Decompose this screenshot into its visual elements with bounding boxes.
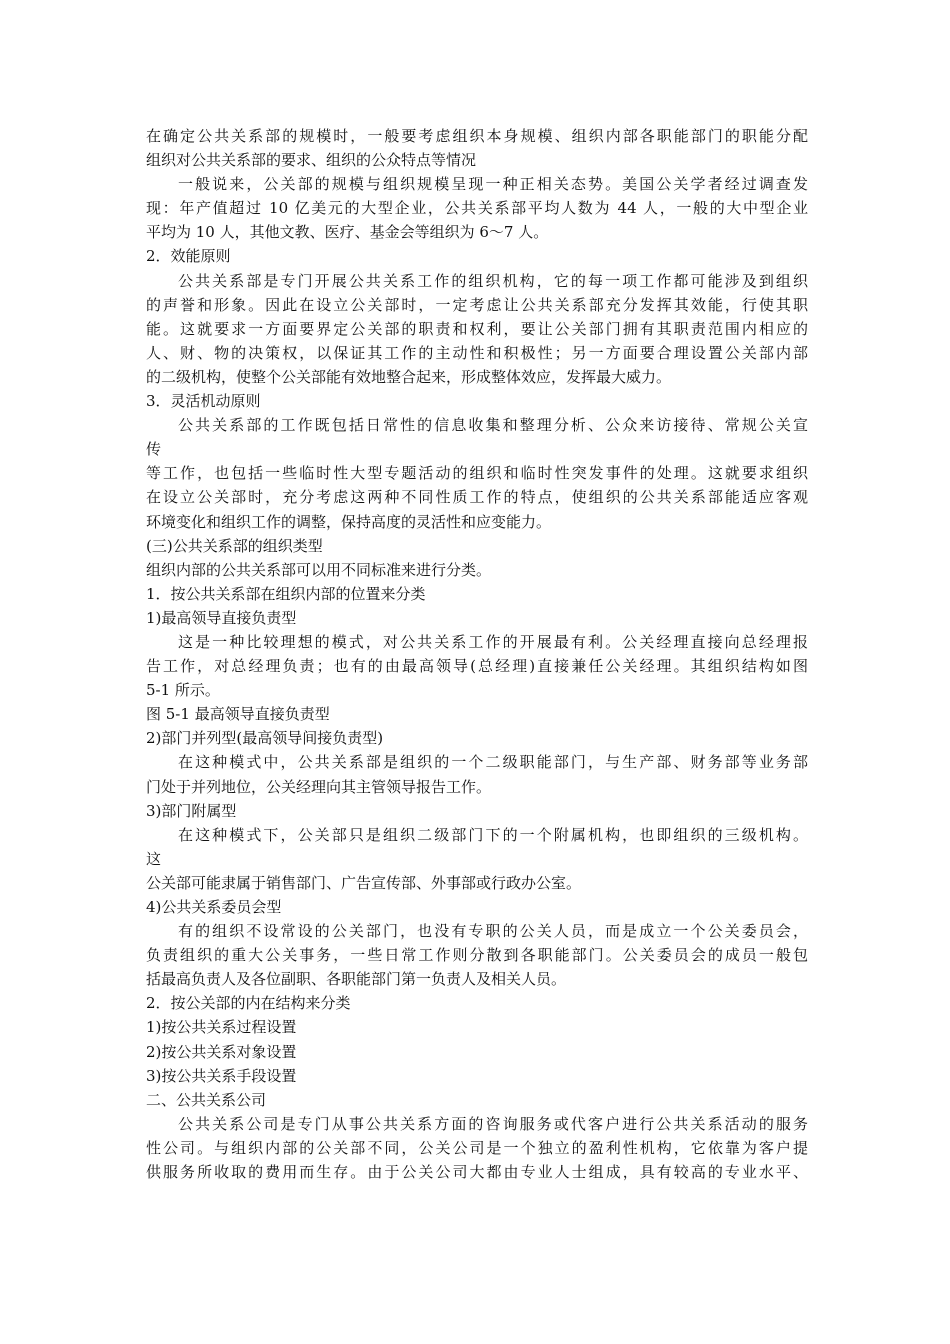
text-line: 告工作，对总经理负责；也有的由最高领导(总经理)直接兼任公关经理。其组织结构如图 — [146, 657, 808, 676]
text-line: 5-1 所示。 — [146, 681, 220, 700]
text-line: 组织内部的公共关系部可以用不同标准来进行分类。 — [146, 560, 492, 579]
document-body — [146, 124, 808, 1184]
section-heading: 2．效能原则 — [146, 247, 231, 266]
subsection-heading: 1)按公共关系过程设置 — [146, 1018, 297, 1037]
text-line: 平均为 10 人，其他文教、医疗、基金会等组织为 6～7 人。 — [146, 223, 549, 242]
text-line: 供服务所收取的费用而生存。由于公关公司大都由专业人士组成，具有较高的专业水平、 — [146, 1163, 808, 1182]
subsection-heading: 1)最高领导直接负责型 — [146, 608, 297, 627]
text-line: 公关部可能隶属于销售部门、广告宣传部、外事部或行政办公室。 — [146, 873, 582, 892]
text-line: 性公司。与组织内部的公关部不同，公关公司是一个独立的盈利性机构，它依靠为客户提 — [146, 1138, 808, 1157]
text-line: 的二级机构，使整个公关部能有效地整合起来，形成整体效应，发挥最大威力。 — [146, 367, 672, 386]
text-line: 能。这就要求一方面要界定公关部的职责和权利，要让公关部门拥有其职责范围内相应的 — [146, 319, 808, 338]
section-heading: 2．按公关部的内在结构来分类 — [146, 994, 351, 1013]
text-line: 人、财、物的决策权，以保证其工作的主动性和积极性；另一方面要合理设置公关部内部 — [146, 343, 808, 362]
subsection-heading: 4)公共关系委员会型 — [146, 898, 282, 916]
text-line: 在确定公共关系部的规模时，一般要考虑组织本身规模、组织内部各职能部门的职能分配 — [146, 127, 808, 145]
text-line: 环境变化和组织工作的调整，保持高度的灵活性和应变能力。 — [146, 512, 552, 531]
figure-caption: 图 5-1 最高领导直接负责型 — [146, 705, 330, 724]
subsection-heading: 2)按公共关系对象设置 — [146, 1042, 297, 1061]
text-line: 组织对公共关系部的要求、组织的公众特点等情况 — [146, 151, 477, 170]
section-heading: 3．灵活机动原则 — [146, 392, 261, 411]
section-heading: (三)公共关系部的组织类型 — [146, 536, 323, 555]
paragraph-first-line: 一般说来，公关部的规模与组织规模呈现一种正相关态势。美国公关学者经过调查发 — [178, 175, 808, 194]
paragraph-first-line: 公共关系部的工作既包括日常性的信息收集和整理分析、公众来访接待、常规公关宣 — [178, 416, 808, 435]
subsection-heading: 3)按公共关系手段设置 — [146, 1066, 297, 1085]
text-line: 传 — [146, 440, 162, 459]
chapter-heading: 二、公共关系公司 — [146, 1090, 267, 1109]
text-line: 在设立公关部时，充分考虑这两种不同性质工作的特点，使组织的公共关系部能适应客观 — [146, 488, 808, 507]
paragraph-first-line: 有的组织不设常设的公关部门，也没有专职的公关人员，而是成立一个公关委员会， — [178, 922, 808, 941]
paragraph-first-line: 在这种模式中，公共关系部是组织的一个二级职能部门，与生产部、财务部等业务部 — [178, 753, 808, 772]
text-line: 这 — [146, 849, 162, 868]
subsection-heading: 3)部门附属型 — [146, 801, 237, 820]
text-line: 门处于并列地位，公关经理向其主管领导报告工作。 — [146, 777, 492, 796]
paragraph-first-line: 这是一种比较理想的模式，对公共关系工作的开展最有利。公关经理直接向总经理报 — [178, 632, 808, 651]
paragraph-first-line: 公共关系部是专门开展公共关系工作的组织机构，它的每一项工作都可能涉及到组织 — [178, 271, 808, 290]
text-line: 现：年产值超过 10 亿美元的大型企业，公共关系部平均人数为 44 人，一般的大中型企业 — [146, 199, 808, 218]
section-heading: 1．按公共关系部在组织内部的位置来分类 — [146, 584, 426, 603]
text-line: 等工作，也包括一些临时性大型专题活动的组织和临时性突发事件的处理。这就要求组织 — [146, 464, 808, 483]
text-line: 括最高负责人及各位副职、各职能部门第一负责人及相关人员。 — [146, 970, 567, 989]
subsection-heading: 2)部门并列型(最高领导间接负责型) — [146, 729, 384, 748]
text-line: 的声誉和形象。因此在设立公关部时，一定考虑让公共关系部充分发挥其效能，行使其职 — [146, 295, 808, 314]
paragraph-first-line: 公共关系公司是专门从事公共关系方面的咨询服务或代客户进行公共关系活动的服务 — [178, 1114, 808, 1133]
text-line: 负责组织的重大公关事务，一些日常工作则分散到各职能部门。公关委员会的成员一般包 — [146, 946, 808, 965]
paragraph-first-line: 在这种模式下，公关部只是组织二级部门下的一个附属机构，也即组织的三级机构。 — [178, 825, 808, 844]
